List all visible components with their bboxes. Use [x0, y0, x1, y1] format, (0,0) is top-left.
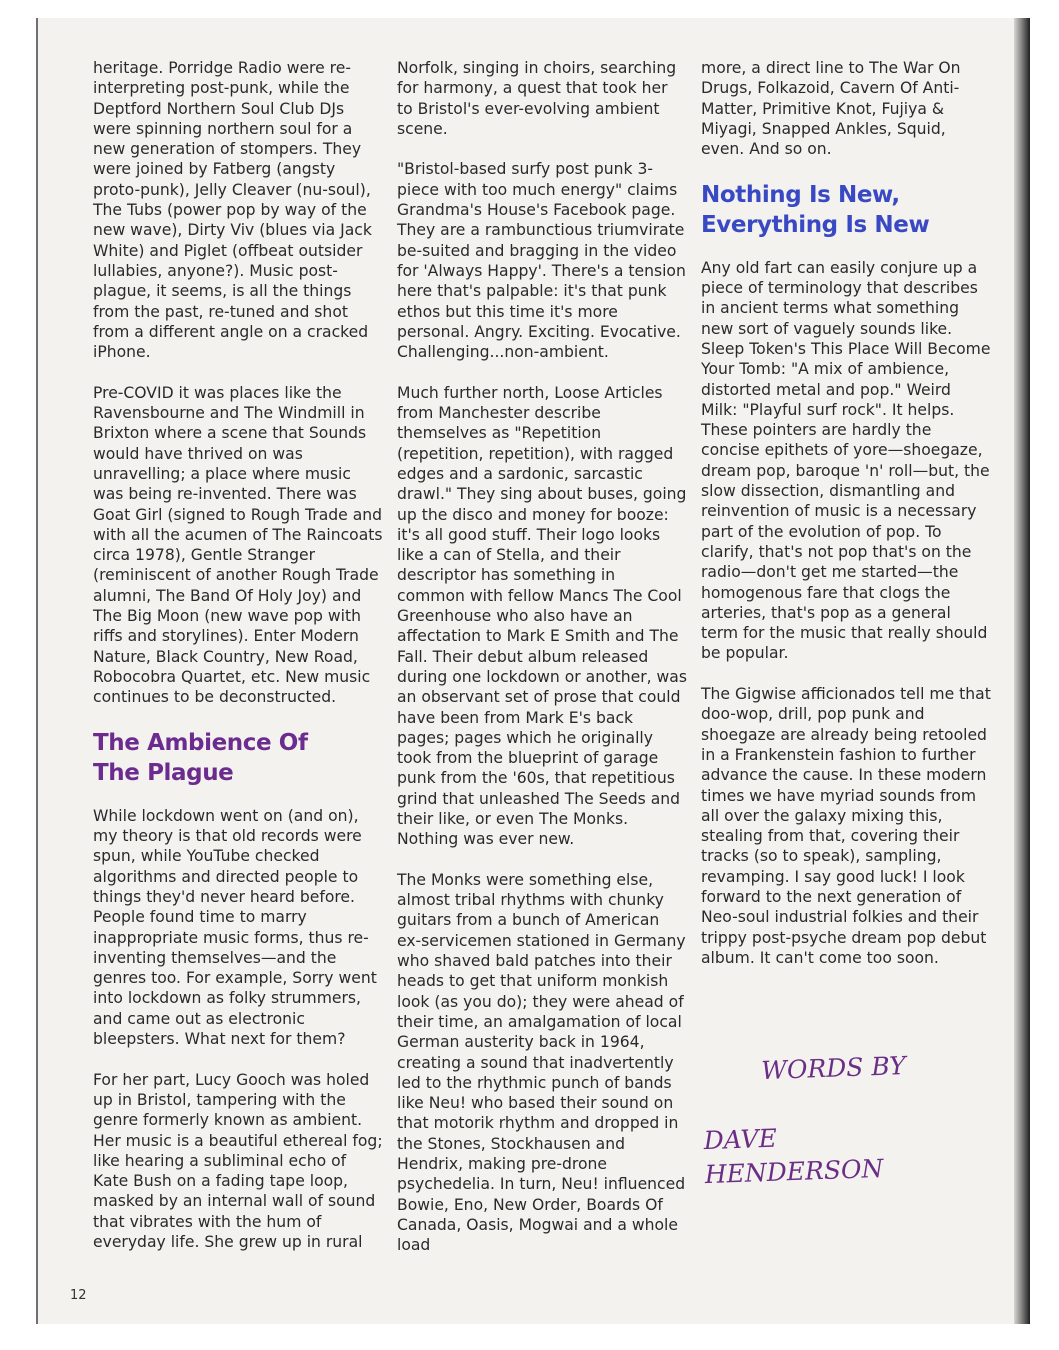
paragraph: While lockdown went on (and on), my theory is that old records were spun, while YouTube checked algorithms and directed people to things they'd never heard before. People found time to marry inappropriate music forms, thus re-inventing themselves—and the genres too. For example, Sorry went into lockdown as folky strummers, and came out as electronic bleepsters. What next for them? [93, 806, 377, 1049]
paragraph: Much further north, Loose Articles from Manchester describe themselves as "Repetition (repetition, repetition), with ragged edges and a sardonic, sarcastic drawl." They sing about buses, going up the disco and money for booze: it's all good stuff. Their logo looks like a can of Stella, and their descriptor has something in common with fellow Mancs The Cool Greenhouse who also have an affectation to Mark E Smith and The Fall. Their debut album released during one lockdown or another, was an observant set of prose that could have been from Mark E's back pages; pages which he originally took from the blueprint of garage punk from the '60s, that repetitious grind that unleashed The Seeds and their like, or even The Monks. Nothing was ever new. [397, 383, 687, 849]
paragraph: The Gigwise afficionados tell me that doo-wop, drill, pop punk and shoegaze are already being retooled in a Frankenstein fashion to further advance the cause. In these modern times we have myriad sounds from all over the galaxy mixing this, stealing from that, covering their tracks (so to speak), sampling, revamping. I say good luck! I look forward to the next generation of Neo-soul industrial folkies and their trippy post-psyche dream pop debut album. It can't come too soon. [701, 685, 991, 967]
page-number: 12 [70, 1288, 87, 1303]
magazine-page [36, 18, 1030, 1324]
article-column-1 [93, 58, 383, 1252]
paragraph: The Monks were something else, almost tribal rhythms with chunky guitars from a bunch of American ex-servicemen stationed in Germany who shaved bald patches into their heads to get that uniform monkish look (as you do); they were ahead of their time, an amalgamation of local German austerity back in 1964, creating a sound that inadvertently led to the rhythmic punch of bands like Neu! who based their sound on that motorik rhythm and dropped in the Stones, Stockhausen and Hendrix, making pre-drone psychedelia. In turn, Neu! influenced Bowie, Eno, New Order, Boards Of Canada, Oasis, Mogwai and a whole load [397, 870, 686, 1255]
article-column-2 [397, 58, 687, 1256]
paragraph: heritage. Porridge Radio were re-interpreting post-punk, while the Deptford Northern Soul Club DJs were spinning northern soul for a new generation of stompers. They were joined by Fatberg (angsty proto-punk), Jelly Cleaver (nu-soul), The Tubs (power pop by way of the new wave), Dirty Viv (blues via Jack White) and Piglet (offbeat outsider lullabies, anyone?). Music post-plague, it seems, is all the things from the past, re-tuned and shot from a different angle on a cracked iPhone. [93, 59, 372, 362]
paragraph: Norfolk, singing in choirs, searching for harmony, a quest that took her to Bristol's ever-evolving ambient scene. [397, 59, 677, 138]
byline-words-by: WORDS BY [760, 1051, 907, 1086]
section-heading-nothing-is-new: Nothing Is New, Everything Is New [701, 181, 930, 238]
paragraph: Pre-COVID it was places like the Ravensbourne and The Windmill in Brixton where a scene that Sounds would have thrived on was unravelling; a place where music was being re-invented. There was Goat Girl (signed to Rough Trade and with all the acumen of The Raincoats circa 1978), Gentle Stranger (reminiscent of another Rough Trade alumni, The Band Of Holy Joy) and The Big Moon (new wave pop with riffs and storylines). Enter Modern Nature, Black Country, New Road, Robocobra Quartet, etc. New music continues to be deconstructed. [93, 383, 383, 707]
page-spine-shadow [1014, 18, 1030, 1324]
byline [700, 1014, 947, 1226]
article-column-3 [701, 58, 991, 968]
paragraph: more, a direct line to The War On Drugs, Folkazoid, Cavern Of Anti-Matter, Primitive Knot, Fujiya & Miyagi, Snapped Ankles, Squid, even. And so on. [701, 59, 961, 159]
paragraph: "Bristol-based surfy post punk 3-piece with too much energy" claims Grandma's House's Facebook page. They are a rambunctious triumvirate be-suited and bragging in the video for 'Always Happy'. There's a tension here that's palpable: it's that punk ethos but this time it's more personal. Angry. Exciting. Evocative. Challenging...non-ambient. [397, 160, 686, 362]
section-heading-ambience: The Ambience Of The Plague [93, 729, 308, 786]
paragraph: For her part, Lucy Gooch was holed up in Bristol, tampering with the genre formerly known as ambient. Her music is a beautiful ethereal fog; like hearing a subliminal echo of Kate Bush on a fading tape loop, masked by an internal wall of sound that vibrates with the hum of everyday life. She grew up in rural [93, 1070, 383, 1252]
byline-author: DAVE HENDERSON [703, 1123, 884, 1190]
paragraph: Any old fart can easily conjure up a piece of terminology that describes in ancient terms what something new sort of vaguely sounds like. Sleep Token's This Place Will Become Your Tomb: "A mix of ambience, distorted metal and pop." Weird Milk: "Playful surf rock". It helps. These pointers are hardly the concise epithets of yore—shoegaze, dream pop, baroque 'n' roll—but, the slow dissection, dismantling and reinvention of music is a necessary part of the evolution of pop. To clarify, that's not pop that's on the radio—don't get me started—the homogenous fare that clogs the arteries, that's pop as a general term for the music that really should be popular. [701, 258, 991, 663]
